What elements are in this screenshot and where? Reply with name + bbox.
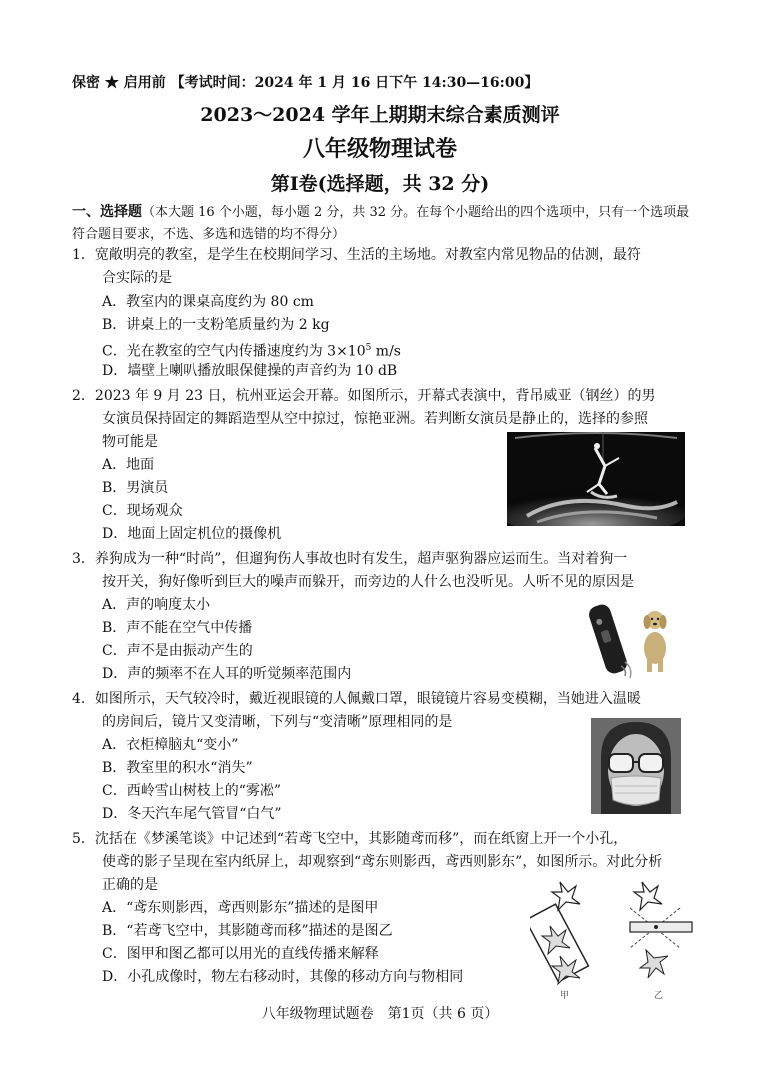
repeller-device-icon	[587, 602, 631, 678]
question-1-stem	[72, 244, 692, 290]
question-1-option-d: D．墙壁上喇叭播放眼保健操的声音约为 10 dB	[102, 363, 398, 379]
question-1-option-c-unit: m/s	[371, 343, 401, 360]
question-3-line-1: 3．养狗成为一种“时尚”，但遛狗伤人事故也时有发生，超声驱狗器应运而生。当对着狗一	[72, 551, 628, 567]
question-3-line-2: 按开关，狗好像听到巨大的噪声而躲开，而旁边的人什么也没听见。人听不见的原因是	[102, 574, 634, 590]
question-4-line-2: 的房间后，镜片又变清晰，下列与“变清晰”原理相同的是	[102, 714, 453, 730]
question-1-option-c-exponent: 5	[365, 343, 372, 353]
figure-label-jia: 甲	[560, 991, 570, 1001]
dancers-photo	[507, 432, 685, 526]
dog-icon	[644, 611, 667, 672]
question-2-option-d: D．地面上固定机位的摄像机	[102, 526, 282, 542]
question-5-option-b: B．“若鸢飞空中，其影随鸢而移”描述的是图乙	[102, 923, 393, 939]
part-title: 第Ⅰ卷(选择题，共 32 分)	[270, 173, 490, 195]
question-2-option-b: B．男演员	[102, 480, 169, 496]
exam-subject-title: 八年级物理试卷	[302, 136, 457, 162]
page-footer: 八年级物理试题卷 第1页（共 6 页）	[261, 1006, 499, 1022]
bird-object-icon	[634, 882, 662, 910]
question-3-option-d: D．声的频率不在人耳的听觉频率范围内	[102, 666, 352, 682]
pinhole-dot	[654, 925, 658, 929]
inverted-image-icon	[640, 950, 668, 978]
fogged-glasses-photo	[591, 718, 681, 814]
question-5-line-1: 5．沈括在《梦溪笔谈》中记述到“若鸢飞空中，其影随鸢而移”，而在纸窗上开一个小孔，	[72, 831, 628, 847]
question-2-line-2: 女演员保持固定的舞蹈造型从空中掠过，惊艳亚洲。若判断女演员是静止的，选择的参照	[102, 411, 648, 427]
question-2-option-c: C．现场观众	[102, 503, 183, 519]
question-5-line-3: 正确的是	[102, 877, 158, 893]
section-instructions	[72, 201, 692, 246]
question-1-line-1: 1．宽敞明亮的教室，是学生在校期间学习、生活的主场地。对教室内常见物品的估测，最符	[72, 247, 641, 263]
exam-header-line: 保密 ★ 启用前 【考试时间：2024 年 1 月 16 日下午 14:30—16:00】	[72, 75, 539, 91]
section-instruction-text: （本大题 16 个小题，每小题 2 分，共 32 分。在每个小题给出的四个选项中，只有一个选项最符合题目要求，不选、多选和选错的均不得分）	[72, 205, 690, 242]
question-4-option-c: C．西岭雪山树枝上的“雾凇”	[102, 783, 282, 799]
figure-jia	[530, 882, 588, 984]
question-4-option-d: D．冬天汽车尾气管冒“白气”	[102, 806, 282, 822]
question-2-option-a: A．地面	[102, 457, 155, 473]
question-3-stem	[72, 548, 692, 594]
question-2-line-1: 2．2023 年 9 月 23 日，杭州亚运会开幕。如图所示，开幕式表演中，背吊威亚（钢丝）的男	[72, 388, 656, 404]
question-3-option-b: B．声不能在空气中传播	[102, 620, 253, 636]
section-label: 一、选择题	[72, 204, 142, 220]
question-1-option-b: B．讲桌上的一支粉笔质量约为 2 kg	[102, 317, 330, 333]
kite-shadow-figures	[530, 878, 700, 1000]
question-5-option-a: A．“鸢东则影西，鸢西则影东”描述的是图甲	[102, 900, 379, 916]
question-4-line-1: 4．如图所示，天气较冷时，戴近视眼镜的人佩戴口罩，眼镜镜片容易变模糊，当她进入温暖	[72, 691, 641, 707]
figure-yi	[630, 882, 692, 978]
question-1-option-c-text: C．光在教室的空气内传播速度约为 3×10	[102, 343, 366, 360]
question-3-option-a: A．声的响度太小	[102, 597, 211, 613]
pinhole-screen	[630, 922, 692, 932]
question-5-option-d: D．小孔成像时，物左右移动时，其像的移动方向与物相同	[102, 969, 464, 985]
question-4-option-a: A．衣柜樟脑丸“变小”	[102, 737, 239, 753]
question-1-option-a: A．教室内的课桌高度约为 80 cm	[102, 294, 314, 310]
question-3-option-c: C．声不是由振动产生的	[102, 643, 253, 659]
question-5-option-c: C．图甲和图乙都可以用光的直线传播来解释	[102, 946, 379, 962]
question-5-line-2: 使鸢的影子呈现在室内纸屏上，却观察到“鸢东则影西，鸢西则影东”，如图所示。对此分析	[102, 854, 663, 870]
question-4-option-b: B．教室里的积水“消失”	[102, 760, 253, 776]
kite-shadow-icon	[542, 926, 570, 954]
figure-label-yi: 乙	[654, 991, 664, 1001]
question-2-line-3: 物可能是	[102, 434, 158, 450]
dog-repeller-figure	[585, 596, 685, 680]
question-1-line-2: 合实际的是	[102, 270, 172, 286]
exam-title: 2023～2024 学年上期期末综合素质测评	[200, 104, 560, 126]
